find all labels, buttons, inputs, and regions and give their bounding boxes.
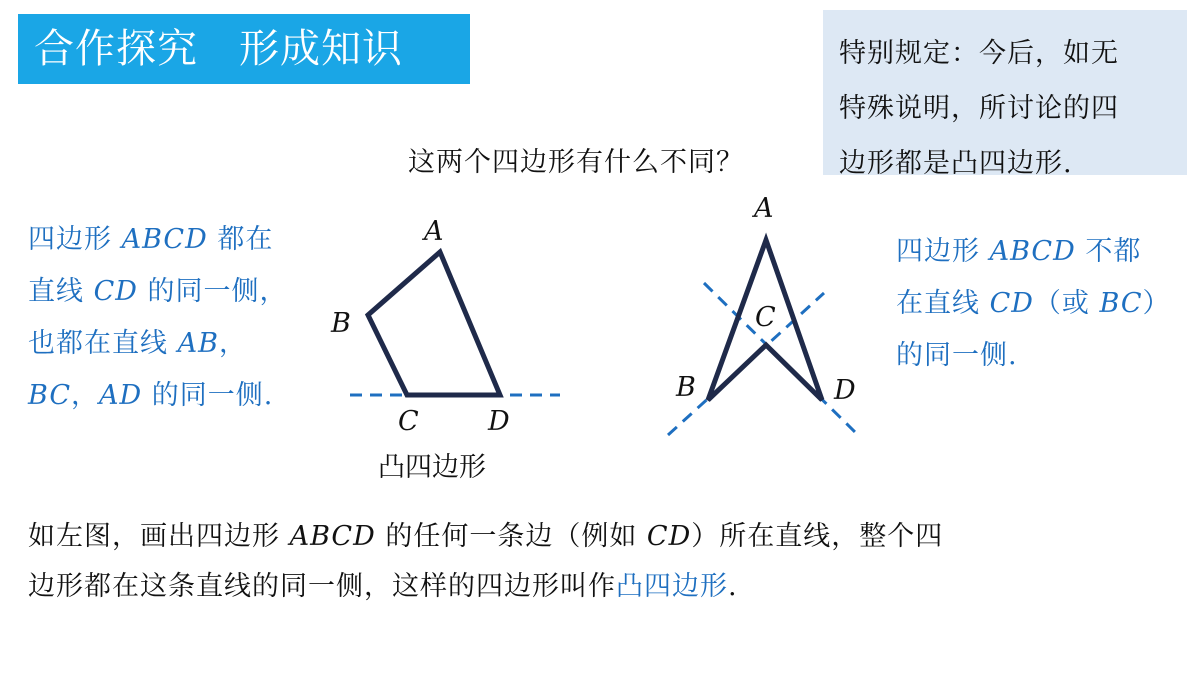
- convex-label-a: A: [424, 216, 444, 247]
- concave-label-b: B: [676, 372, 696, 403]
- left-note-line-1: 四边形 ABCD 都在: [28, 224, 274, 255]
- note-line-1: 特别规定：今后，如无: [839, 38, 1119, 69]
- left-note-line-3: 也都在直线 AB，: [28, 328, 247, 359]
- note-line-3: 边形都是凸四边形.: [839, 148, 1073, 179]
- convex-label-b: B: [331, 308, 351, 339]
- convex-caption: 凸四边形: [378, 452, 486, 483]
- definition-line-1: 如左图，画出四边形 ABCD 的任何一条边（例如 CD）所在直线，整个四: [28, 521, 944, 552]
- convex-label-c: C: [398, 406, 419, 437]
- concave-label-d: D: [834, 375, 856, 406]
- convex-quadrilateral-figure: [330, 216, 560, 483]
- right-note-line-3: 的同一侧.: [896, 340, 1018, 371]
- note-line-2: 特殊说明，所讨论的四: [839, 93, 1119, 124]
- definition-line-2: 边形都在这条直线的同一侧，这样的四边形叫作凸四边形.: [28, 571, 738, 602]
- convex-term: 凸四边形: [616, 571, 728, 602]
- right-note-line-2: 在直线 CD（或 BC）: [896, 288, 1171, 319]
- concave-label-a: A: [754, 193, 774, 224]
- page-title: 合作探究 形成知识: [18, 14, 470, 84]
- convex-quadrilateral: [368, 252, 500, 395]
- left-note-line-4: BC，AD 的同一侧.: [28, 380, 274, 411]
- question-text: 这两个四边形有什么不同？: [408, 147, 744, 178]
- convex-label-d: D: [488, 406, 510, 437]
- concave-quadrilateral-figure: [668, 193, 856, 435]
- concave-label-c: C: [755, 302, 776, 333]
- definition-text: [28, 512, 1108, 612]
- left-note-line-2: 直线 CD 的同一侧，: [28, 276, 288, 307]
- right-note-line-1: 四边形 ABCD 不都: [896, 236, 1142, 267]
